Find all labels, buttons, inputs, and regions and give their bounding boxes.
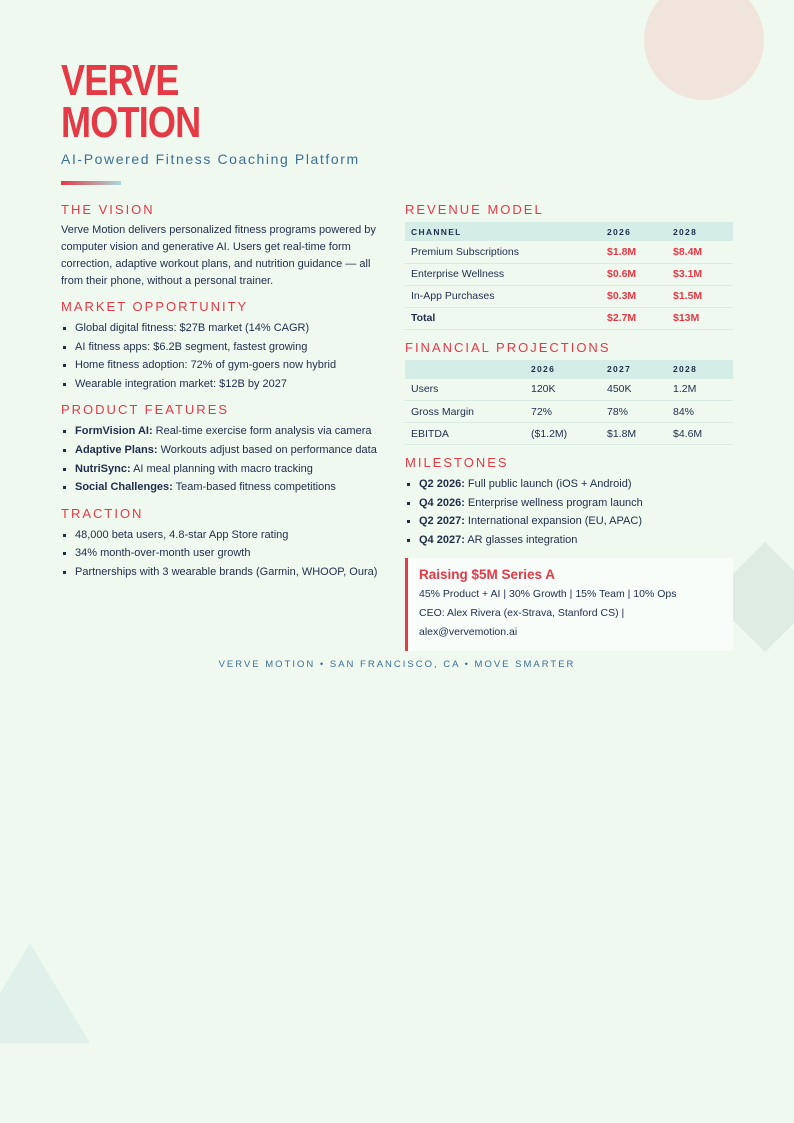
feature-text: Workouts adjust based on performance data [157, 443, 377, 456]
milestone-text: Full public launch (iOS + Android) [464, 478, 632, 490]
value-cell: $3.1M [667, 263, 733, 285]
feature-label: FormVision AI: [75, 425, 153, 438]
column-header: 2028 [667, 222, 733, 241]
metric-cell: Gross Margin [405, 401, 525, 423]
value-cell: $1.8M [601, 423, 667, 445]
header [61, 56, 360, 185]
column-header: 2027 [601, 360, 667, 379]
column-header: 2028 [667, 360, 733, 379]
list-item [405, 475, 733, 494]
value-cell: 120K [525, 379, 601, 401]
left-column [61, 202, 391, 591]
list-item: Partnerships with 3 wearable brands (Garmin, WHOOP, Oura) [61, 563, 391, 582]
list-item [61, 460, 391, 479]
value-cell: $4.6M [667, 423, 733, 445]
traction-title: TRACTION [61, 505, 144, 521]
list-item [405, 494, 733, 513]
value-cell: $13M [667, 307, 733, 329]
table-row [405, 263, 733, 285]
brand-line-1: VERVE [61, 56, 179, 105]
accent-divider [61, 181, 121, 185]
ceo-info: CEO: Alex Rivera (ex-Strava, Stanford CS) | [419, 607, 625, 620]
tagline: AI-Powered Fitness Coaching Platform [61, 151, 360, 167]
column-header: 2026 [525, 360, 601, 379]
list-item [405, 531, 733, 550]
fund-allocation: 45% Product + AI | 30% Growth | 15% Team | 10% Ops [419, 588, 677, 601]
list-item: 48,000 beta users, 4.8-star App Store rating [61, 526, 391, 545]
feature-label: Social Challenges: [75, 481, 173, 494]
list-item: Wearable integration market: $12B by 2027 [61, 375, 391, 394]
projections-table [405, 360, 733, 446]
list-item [61, 441, 391, 460]
value-cell: $0.3M [601, 285, 667, 307]
table-row-total [405, 307, 733, 329]
column-header [405, 360, 525, 379]
list-item: Global digital fitness: $27B market (14% CAGR) [61, 319, 391, 338]
table-row [405, 285, 733, 307]
feature-label: NutriSync: [75, 462, 131, 475]
brand-line-2: MOTION [61, 98, 201, 147]
value-cell: $1.8M [601, 241, 667, 263]
value-cell: $2.7M [601, 307, 667, 329]
column-header: 2026 [601, 222, 667, 241]
value-cell: 1.2M [667, 379, 733, 401]
market-list [61, 319, 391, 393]
value-cell: $8.4M [667, 241, 733, 263]
fundraise-title: Raising $5M Series A [419, 567, 556, 583]
list-item [405, 512, 733, 531]
value-cell: 78% [601, 401, 667, 423]
value-cell: $0.6M [601, 263, 667, 285]
traction-list [61, 526, 391, 582]
right-column [405, 202, 733, 651]
decorative-circle [644, 0, 764, 100]
feature-text: Team-based fitness competitions [172, 481, 336, 494]
brand-logo [61, 56, 225, 147]
vision-title: THE VISION [61, 202, 155, 217]
decorative-triangle [0, 943, 90, 1043]
footer: VERVE MOTION • SAN FRANCISCO, CA • MOVE SMARTER [218, 659, 576, 670]
milestones-list [405, 475, 733, 549]
projections-title: FINANCIAL PROJECTIONS [405, 339, 611, 355]
table-row [405, 379, 733, 401]
table-row [405, 423, 733, 445]
list-item: Home fitness adoption: 72% of gym-goers now hybrid [61, 356, 391, 375]
value-cell: $1.5M [667, 285, 733, 307]
feature-label: Adaptive Plans: [75, 443, 158, 456]
milestones-title: MILESTONES [405, 455, 509, 470]
channel-cell: Premium Subscriptions [405, 241, 601, 263]
value-cell: 450K [601, 379, 667, 401]
table-header-row [405, 360, 733, 379]
fundraise-callout [405, 558, 733, 651]
metric-cell: EBITDA [405, 423, 525, 445]
list-item [61, 422, 391, 441]
milestone-text: AR glasses integration [464, 533, 578, 546]
features-title: PRODUCT FEATURES [61, 402, 230, 418]
value-cell: 84% [667, 401, 733, 423]
milestone-date: Q2 2026: [419, 478, 465, 490]
table-row [405, 241, 733, 263]
table-header-row [405, 222, 733, 241]
total-label-cell: Total [405, 307, 601, 329]
table-row [405, 401, 733, 423]
channel-cell: Enterprise Wellness [405, 263, 601, 285]
milestone-text: Enterprise wellness program launch [464, 496, 643, 509]
feature-text: Real-time exercise form analysis via camera [152, 425, 372, 438]
revenue-table [405, 222, 733, 330]
milestone-date: Q4 2027: [419, 533, 465, 546]
contact-email[interactable]: alex@vervemotion.ai [419, 626, 518, 639]
value-cell: 72% [525, 401, 601, 423]
list-item: AI fitness apps: $6.2B segment, fastest growing [61, 338, 391, 357]
vision-text: Verve Motion delivers personalized fitness programs powered by computer vision and generative AI. Users get real-time form correction, adaptive workout plans, and nutrition guidance — all from their phone, without a personal trainer. [61, 224, 376, 287]
features-list [61, 422, 391, 496]
feature-text: AI meal planning with macro tracking [130, 462, 313, 475]
milestone-date: Q4 2026: [419, 496, 465, 509]
value-cell: ($1.2M) [525, 423, 601, 445]
market-title: MARKET OPPORTUNITY [61, 299, 249, 314]
column-header: CHANNEL [405, 222, 601, 241]
revenue-title: REVENUE MODEL [405, 202, 544, 217]
milestone-date: Q2 2027: [419, 515, 465, 528]
metric-cell: Users [405, 379, 525, 401]
channel-cell: In-App Purchases [405, 285, 601, 307]
list-item [61, 478, 391, 497]
list-item: 34% month-over-month user growth [61, 544, 391, 563]
milestone-text: International expansion (EU, APAC) [464, 515, 642, 528]
